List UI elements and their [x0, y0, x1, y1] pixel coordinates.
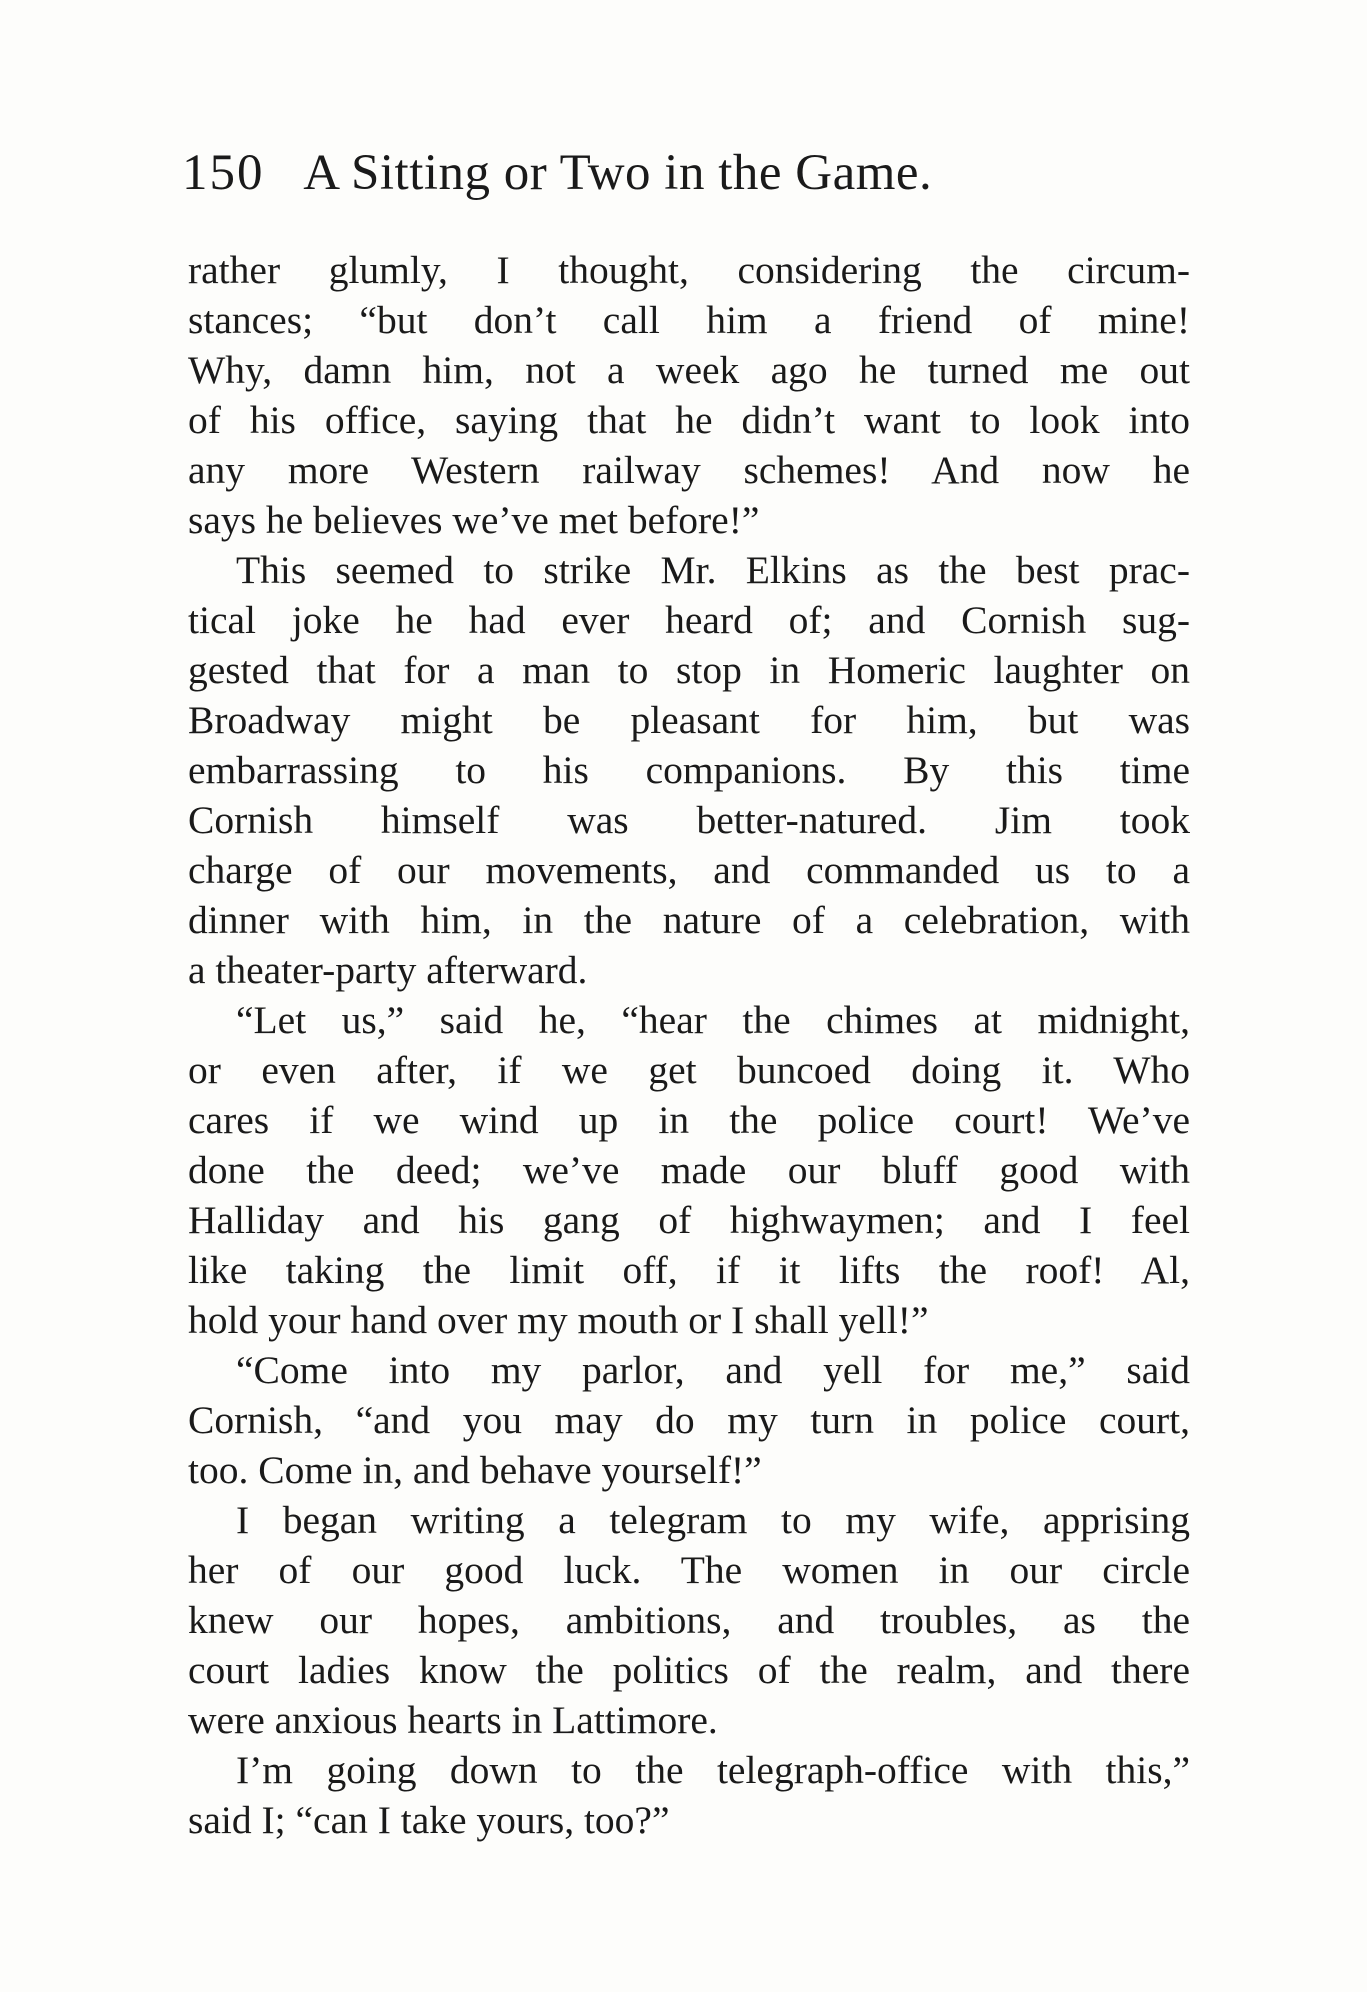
text-line: tical joke he had ever heard of; and Cornish sug- [188, 598, 1190, 642]
text-line: Cornish, “and you may do my turn in police court, [188, 1398, 1190, 1442]
text-line: Broadway might be pleasant for him, but was [188, 698, 1190, 742]
text-line: were anxious hearts in Lattimore. [188, 1698, 718, 1742]
text-line: her of our good luck. The women in our circle [188, 1548, 1190, 1592]
text-line: of his office, saying that he didn’t want to look into [188, 398, 1190, 442]
page-number: 150 [182, 145, 265, 201]
text-line: This seemed to strike Mr. Elkins as the best prac- [236, 548, 1190, 592]
body-text [188, 245, 1190, 1845]
text-line: court ladies know the politics of the realm, and there [188, 1648, 1190, 1692]
text-line: dinner with him, in the nature of a celebration, with [188, 898, 1190, 942]
text-line: charge of our movements, and commanded us to a [188, 848, 1190, 892]
text-line: hold your hand over my mouth or I shall yell!” [188, 1298, 929, 1342]
text-line: rather glumly, I thought, considering the circum- [188, 248, 1190, 292]
text-line: stances; “but don’t call him a friend of mine! [188, 298, 1190, 342]
text-line: “Come into my parlor, and yell for me,” said [236, 1348, 1190, 1392]
text-line: too. Come in, and behave yourself!” [188, 1448, 762, 1492]
text-line: gested that for a man to stop in Homeric laughter on [188, 648, 1190, 692]
text-line: embarrassing to his companions. By this time [188, 748, 1190, 792]
text-line: Halliday and his gang of highwaymen; and I feel [188, 1198, 1190, 1242]
text-line: Why, damn him, not a week ago he turned me out [188, 348, 1190, 392]
text-line: “Let us,” said he, “hear the chimes at midnight, [236, 998, 1190, 1042]
text-line: cares if we wind up in the police court! We’ve [188, 1098, 1190, 1142]
running-head [182, 138, 1192, 208]
text-line: any more Western railway schemes! And now he [188, 448, 1190, 492]
text-line: a theater-party afterward. [188, 948, 588, 992]
text-line: done the deed; we’ve made our bluff good with [188, 1148, 1190, 1192]
text-line: I began writing a telegram to my wife, apprising [236, 1498, 1190, 1542]
text-line: like taking the limit off, if it lifts the roof! Al, [188, 1248, 1190, 1292]
text-line: or even after, if we get buncoed doing it. Who [188, 1048, 1190, 1092]
text-line: says he believes we’ve met before!” [188, 498, 760, 542]
text-line: said I; “can I take yours, too?” [188, 1798, 670, 1842]
running-title: A Sitting or Two in the Game. [303, 145, 933, 201]
text-line: I’m going down to the telegraph-office with this,” [236, 1748, 1190, 1792]
text-line: Cornish himself was better-natured. Jim took [188, 798, 1190, 842]
text-line: knew our hopes, ambitions, and troubles, as the [188, 1598, 1190, 1642]
